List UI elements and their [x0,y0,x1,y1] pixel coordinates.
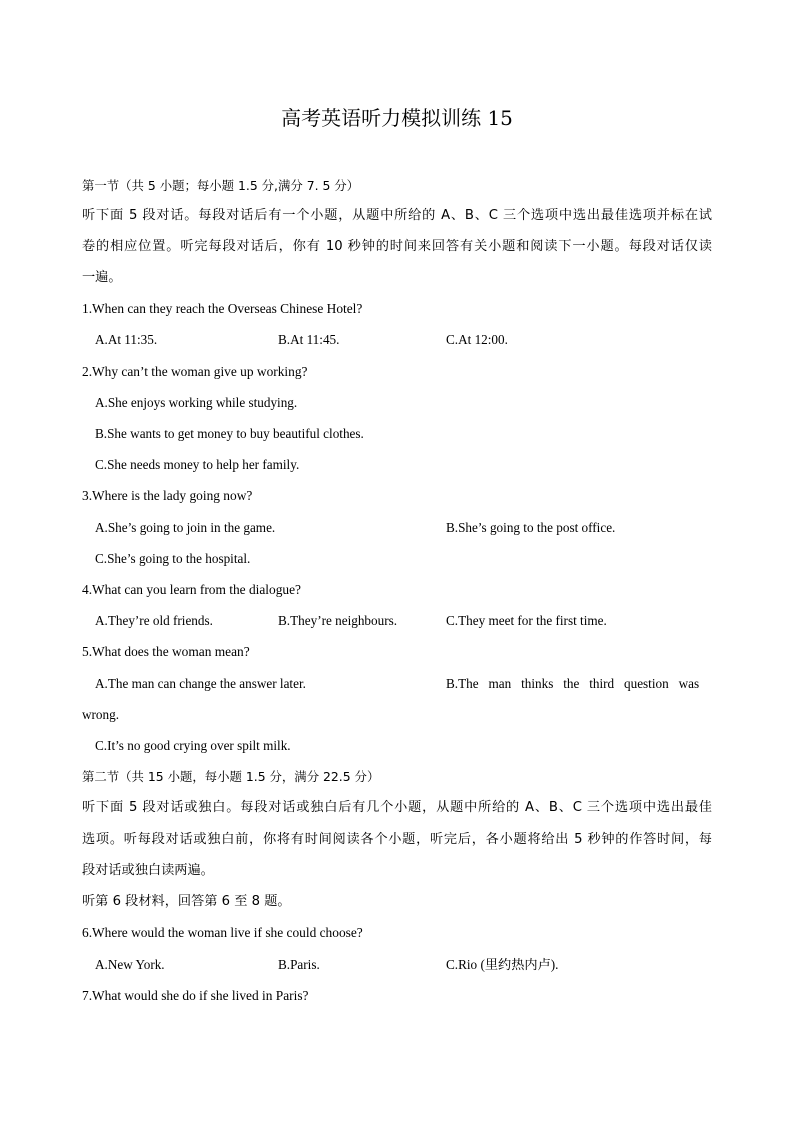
q1-option-b: B.At 11:45. [278,332,340,347]
q3-option-b: B.She’s going to the post office. [446,520,616,535]
q1-option-a: A.At 11:35. [95,332,158,347]
q3-option-a: A.She’s going to join in the game. [95,520,276,535]
section1-instruction-line-3: 一遍。 [82,270,122,285]
q6-option-b: B.Paris. [278,957,320,972]
q4-question: 4.What can you learn from the dialogue? [82,582,301,597]
section2-heading: 第二节（共 15 小题，每小题 1.5 分，满分 22.5 分） [82,769,380,784]
section1-heading: 第一节（共 5 小题；每小题 1.5 分,满分 7. 5 分） [82,178,360,193]
q2-option-b: B.She wants to get money to buy beautiful clothes. [95,426,364,441]
q6-option-a: A.New York. [95,957,165,972]
q4-option-c: C.They meet for the first time. [446,613,607,628]
q4-option-a: A.They’re old friends. [95,613,213,628]
q4-option-b: B.They’re neighbours. [278,613,398,628]
q3-question: 3.Where is the lady going now? [82,488,253,503]
q5-option-c: C.It’s no good crying over spilt milk. [95,738,291,753]
section2-instruction-line-2: 选项。听每段对话或独白前，你将有时间阅读各个小题，听完后，各小题将给出 5 秒钟的作答时间，每 [82,832,712,847]
q5-option-a: A.The man can change the answer later. [95,676,306,691]
section2-instruction-line-3: 段对话或独白读两遍。 [82,863,214,878]
section1-instruction-line-2: 卷的相应位置。听完每段对话后，你有 10 秒钟的时间来回答有关小题和阅读下一小题。每段对话仅读 [82,239,712,254]
q1-question: 1.When can they reach the Overseas Chinese Hotel? [82,301,363,316]
material-note: 听第 6 段材料，回答第 6 至 8 题。 [82,894,291,909]
page-title: 高考英语听力模拟训练 15 [281,106,513,130]
q2-option-c: C.She needs money to help her family. [95,457,300,472]
q5-option-b-continued: wrong. [82,707,119,722]
section2-instruction-line-1: 听下面 5 段对话或独白。每段对话或独白后有几个小题，从题中所给的 A、B、C 三个选项中选出最佳 [82,800,712,815]
q3-option-c: C.She’s going to the hospital. [95,551,251,566]
q7-question: 7.What would she do if she lived in Paris? [82,988,309,1003]
q1-option-c: C.At 12:00. [446,332,508,347]
q2-question: 2.Why can’t the woman give up working? [82,364,308,379]
q6-option-c: C.Rio (里约热内卢). [446,957,559,972]
q2-option-a: A.She enjoys working while studying. [95,395,298,410]
q5-option-b: B.The man thinks the third question was [446,676,700,691]
q6-question: 6.Where would the woman live if she could choose? [82,925,363,940]
q5-question: 5.What does the woman mean? [82,644,250,659]
section1-instruction-line-1: 听下面 5 段对话。每段对话后有一个小题，从题中所给的 A、B、C 三个选项中选出最佳选项并标在试 [82,208,712,223]
